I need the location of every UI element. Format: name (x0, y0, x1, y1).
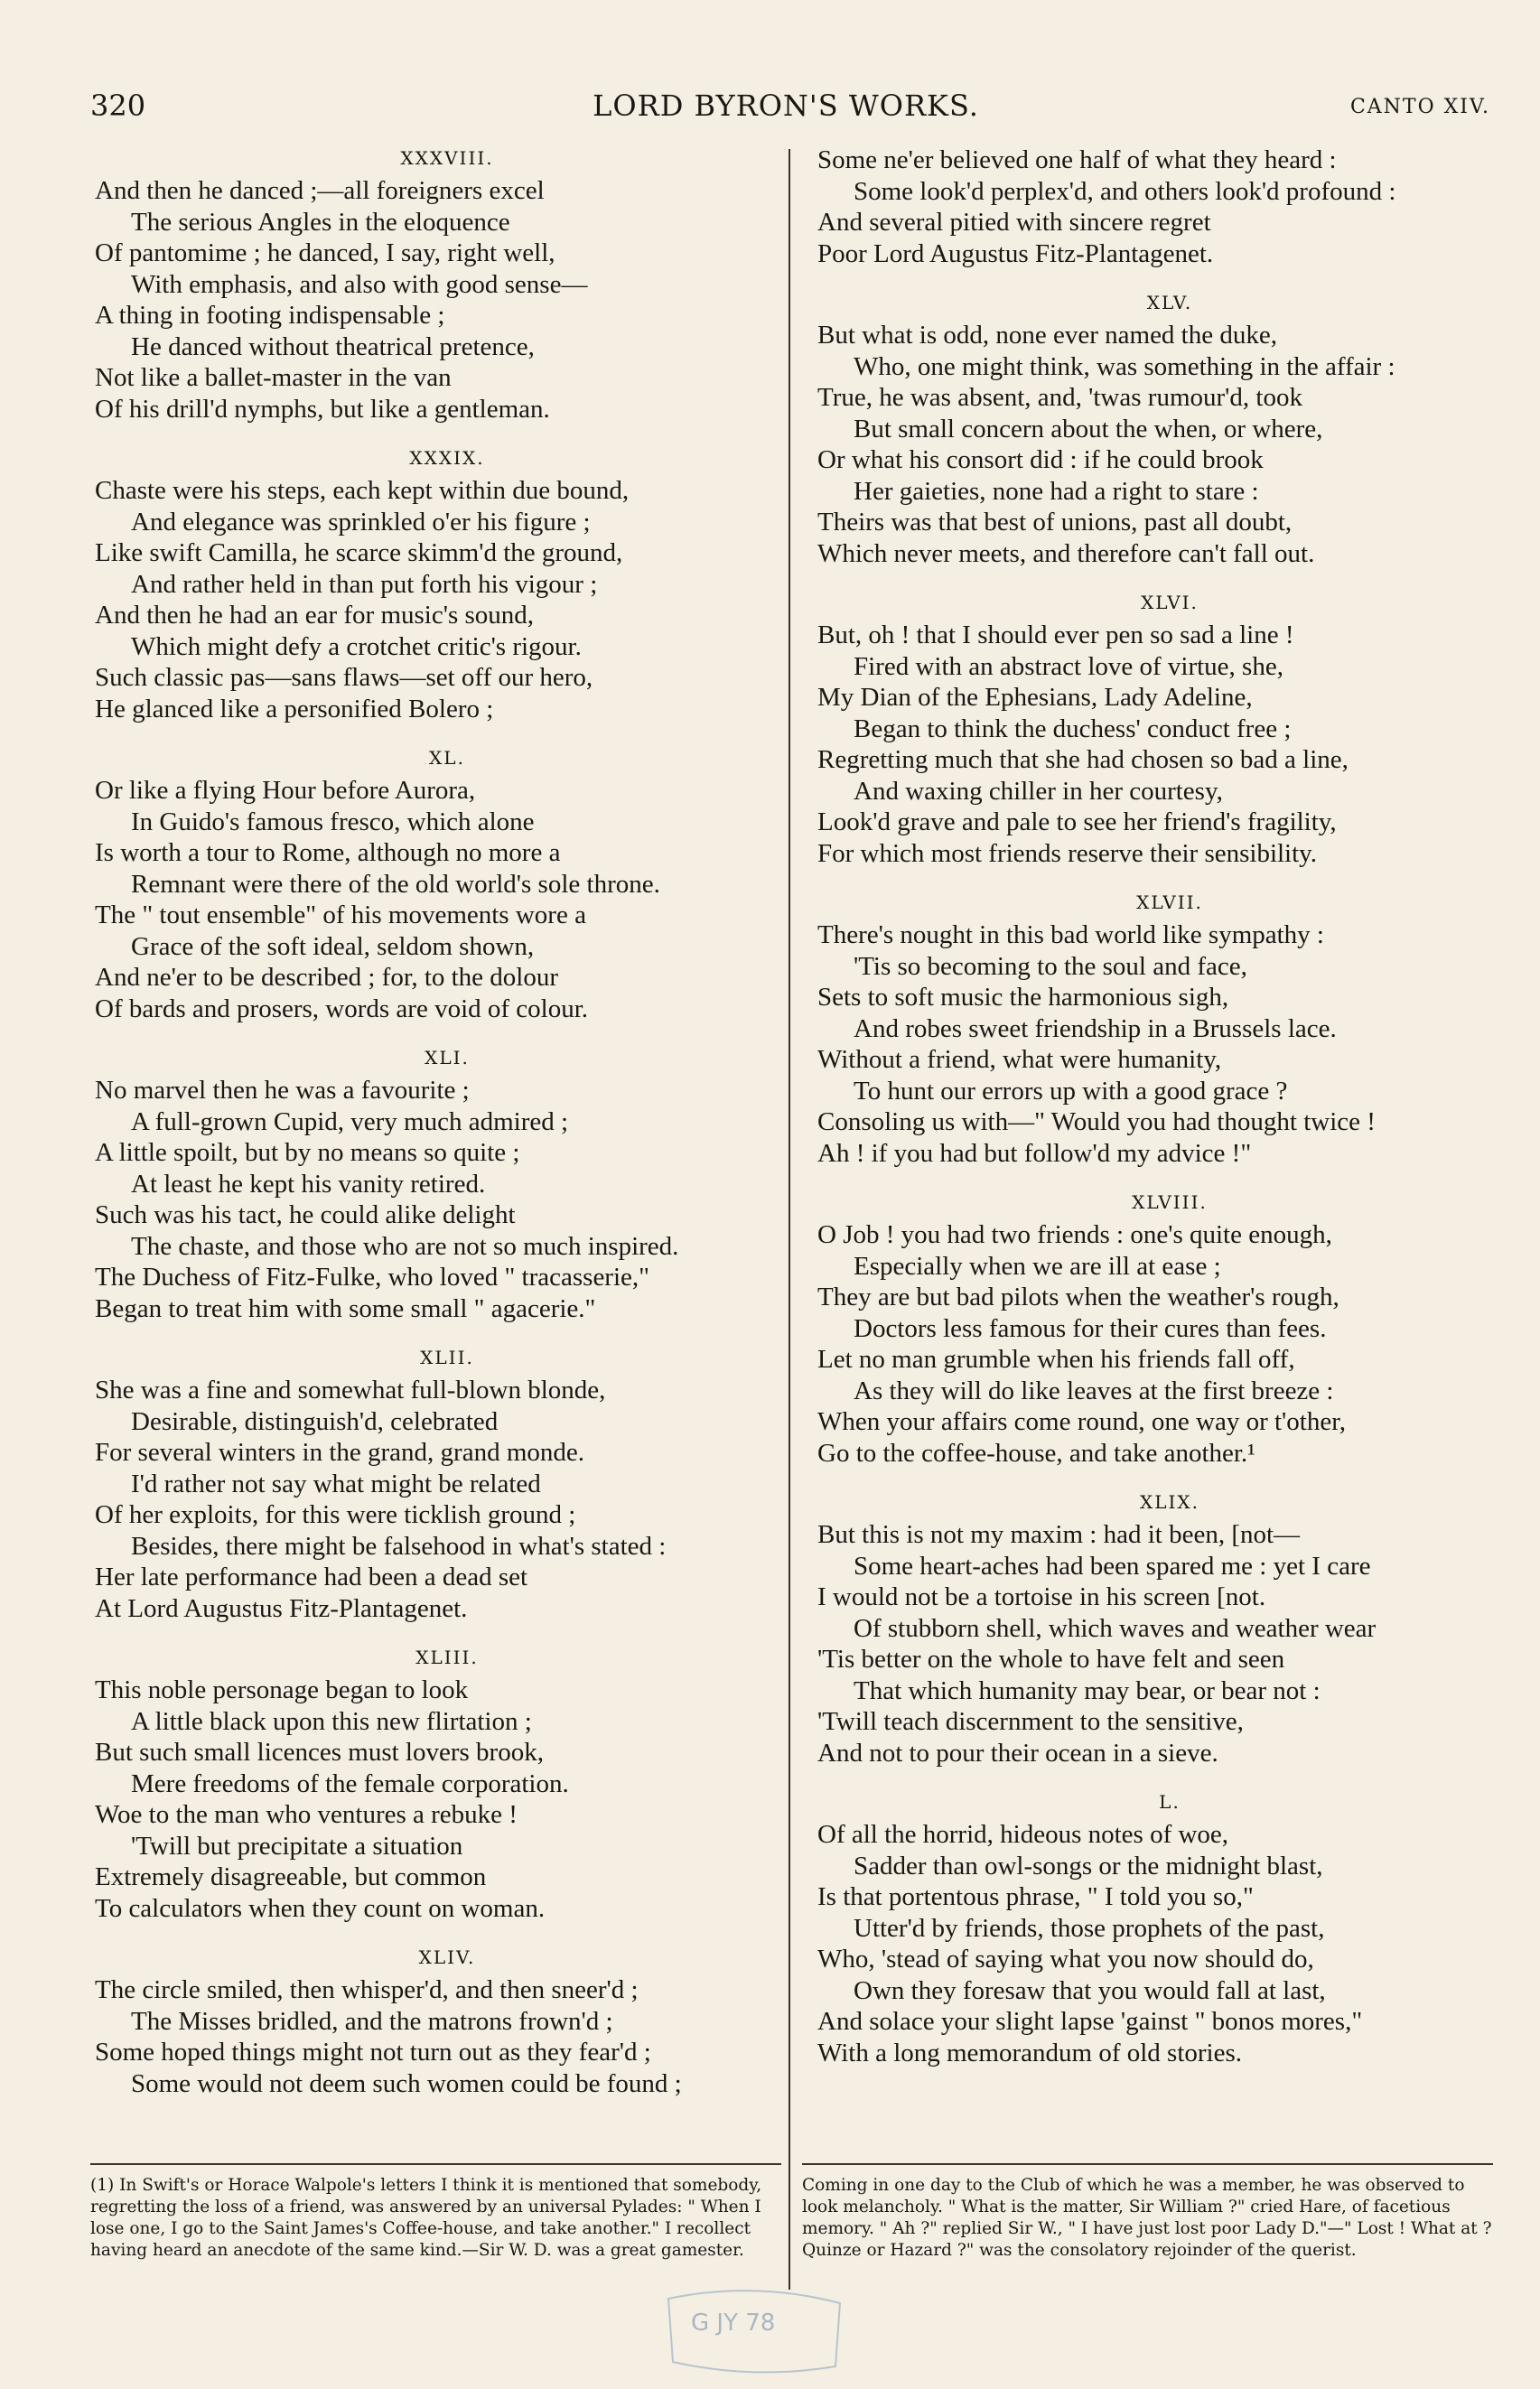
verse-line: Sadder than owl-songs or the midnight blast, (854, 1851, 1323, 1880)
stanza-gap (95, 1324, 799, 1344)
library-stamp (650, 2281, 858, 2380)
verse-line: And not to pour their ocean in a sieve. (817, 1738, 1218, 1768)
verse-line: 'Tis better on the whole to have felt and seen (817, 1645, 1285, 1674)
verse-line: Like swift Camilla, he scarce skimm'd the ground, (95, 538, 623, 567)
verse-line: She was a fine and somewhat full-blown blonde, (95, 1376, 606, 1404)
stanza-number: XLI. (425, 1047, 470, 1069)
verse-line: Desirable, distinguish'd, celebrated (131, 1406, 499, 1436)
verse-line: At least he kept his vanity retired. (131, 1169, 486, 1199)
stanza-number: XLIV. (418, 1946, 476, 1968)
verse-line: But this is not my maxim : had it been, [not— (817, 1520, 1301, 1549)
stanza-number: XLV. (1146, 292, 1193, 313)
verse-line: I would not be a tortoise in his screen [not. (817, 1582, 1266, 1611)
verse-line: Not like a ballet-master in the van (95, 363, 452, 392)
stanza-gap (817, 269, 1522, 289)
verse-line: And rather held in than put forth his vigour ; (131, 569, 598, 599)
verse-line: Let no man grumble when his friends fall off, (817, 1345, 1295, 1374)
verse-line: 'Tis so becoming to the soul and face, (854, 951, 1247, 981)
verse-line: O Job ! you had two friends : one's quite enough, (817, 1220, 1332, 1249)
verse-line: Poor Lord Augustus Fitz-Plantagenet. (817, 238, 1214, 268)
verse-line: Utter'd by friends, those prophets of the past, (854, 1913, 1325, 1943)
verse-line: Which might defy a crotchet critic's rigour. (131, 631, 582, 661)
verse-line: Some heart-aches had been spared me : yet I care (854, 1551, 1371, 1581)
stanza-number: XLVII. (1136, 891, 1203, 913)
verse-line: The Duchess of Fitz-Fulke, who loved " tracasserie," (95, 1263, 649, 1292)
stanza-number: XLVIII. (1132, 1191, 1208, 1213)
stanza (817, 289, 1522, 569)
verse-line: Of all the horrid, hideous notes of woe, (817, 1820, 1229, 1849)
verse-line: Grace of the soft ideal, seldom shown, (131, 931, 535, 961)
verse-line: This noble personage began to look (95, 1675, 469, 1704)
verse-line: Her gaieties, none had a right to stare : (854, 476, 1259, 506)
verse-line: A thing in footing indispensable ; (95, 301, 445, 330)
verse-line: And elegance was sprinkled o'er his figure ; (131, 507, 591, 537)
verse-line: For several winters in the grand, grand monde. (95, 1438, 584, 1467)
verse-line: Go to the coffee-house, and take another.¹ (817, 1438, 1255, 1468)
running-title: LORD BYRON'S WORKS. (593, 89, 979, 123)
verse-line: Especially when we are ill at ease ; (854, 1251, 1221, 1281)
verse-line: Her late performance had been a dead set (95, 1563, 528, 1591)
verse-line: And several pitied with sincere regret (817, 208, 1211, 237)
verse-line: Is worth a tour to Rome, although no more a (95, 838, 561, 867)
stanza (817, 1189, 1522, 1469)
verse-line: Mere freedoms of the female corporation. (131, 1768, 569, 1798)
verse-line: Of pantomime ; he danced, I say, right well, (95, 238, 555, 267)
verse-line: Woe to the man who ventures a rebuke ! (95, 1800, 518, 1829)
stanza (817, 145, 1522, 269)
footnote-rule-right (802, 2163, 1493, 2165)
page-number: 320 (90, 89, 146, 123)
verse-line: That which humanity may bear, or bear not : (854, 1675, 1321, 1705)
verse-line: No marvel then he was a favourite ; (95, 1076, 470, 1105)
verse-line: The serious Angles in the eloquence (131, 207, 510, 237)
verse-line: And solace your slight lapse 'gainst " bonos mores," (817, 2007, 1363, 2036)
stanza-gap (95, 425, 799, 444)
verse-line: Own they foresaw that you would fall at last, (854, 1975, 1326, 2005)
verse-line: Consoling us with—" Would you had thought twice ! (817, 1107, 1376, 1136)
verse-line: He danced without theatrical pretence, (131, 331, 535, 361)
verse-line: And robes sweet friendship in a Brussels lace. (854, 1013, 1337, 1043)
right-column (817, 145, 1522, 2068)
verse-line: 'Twill teach discernment to the sensitive, (817, 1707, 1244, 1736)
stanza-gap (817, 1169, 1522, 1189)
verse-line: I'd rather not say what might be related (131, 1469, 541, 1498)
stanza-number: XL. (429, 747, 465, 769)
canto-label: CANTO XIV. (1349, 96, 1490, 118)
stanza (95, 1944, 799, 2099)
stanza-gap (817, 869, 1522, 889)
verse-line: Chaste were his steps, each kept within due bound, (95, 476, 630, 505)
verse-line: But such small licences must lovers brook, (95, 1738, 544, 1767)
verse-line: As they will do like leaves at the first breeze : (854, 1376, 1334, 1405)
verse-line: 'Twill but precipitate a situation (131, 1831, 463, 1861)
stanza (95, 1044, 799, 1324)
stanza (95, 1644, 799, 1924)
verse-line: Sets to soft music the harmonious sigh, (817, 983, 1229, 1012)
verse-line: Without a friend, what were humanity, (817, 1045, 1222, 1074)
verse-line: Some would not deem such women could be found ; (131, 2068, 682, 2098)
footnote-right: Coming in one day to the Club of which he was a member, he was observed to look melancholy. " What is the matter, Sir William ?" cried Hare, of facetious memory. " Ah ?" replied Sir W., " I have just lost poor Lady D."—" Lost ! What at ? Quinze or Hazard ?" was the consolatory rejoinder of the querist. (802, 2176, 1492, 2260)
verse-line: For which most friends reserve their sensibility. (817, 838, 1318, 868)
verse-line: A little black upon this new flirtation ; (131, 1706, 532, 1736)
verse-line: And ne'er to be described ; for, to the dolour (95, 963, 559, 992)
verse-line: Or what his consort did : if he could brook (817, 445, 1264, 474)
stanza-number: XLII. (420, 1347, 474, 1368)
footnote-rule-left (90, 2163, 781, 2165)
verse-line: To hunt our errors up with a good grace ? (854, 1076, 1288, 1106)
verse-line: Some ne'er believed one half of what they heard : (817, 145, 1337, 174)
verse-line: Who, 'stead of saying what you now should do, (817, 1945, 1314, 1974)
stanza (817, 1488, 1522, 1768)
verse-line: But, oh ! that I should ever pen so sad a line ! (817, 621, 1294, 649)
verse-line: When your affairs come round, one way or t'other, (817, 1407, 1346, 1436)
verse-line: Began to think the duchess' conduct free ; (854, 714, 1292, 743)
verse-line: Doctors less famous for their cures than fees. (854, 1313, 1327, 1343)
stanza-gap (95, 1024, 799, 1044)
verse-line: Besides, there might be falsehood in what's stated : (131, 1531, 667, 1561)
verse-line: Some hoped things might not turn out as they fear'd ; (95, 2038, 651, 2067)
verse-line: Look'd grave and pale to see her friend's fragility, (817, 807, 1337, 836)
stanza-gap (817, 1768, 1522, 1788)
stanza-gap (817, 1469, 1522, 1488)
verse-line: At Lord Augustus Fitz-Plantagenet. (95, 1593, 468, 1623)
stanza-gap (95, 1624, 799, 1644)
verse-line: Ah ! if you had but follow'd my advice !" (817, 1138, 1252, 1168)
stanza (817, 1788, 1522, 2068)
stanza (95, 145, 799, 425)
verse-line: Such was his tact, he could alike delight (95, 1200, 516, 1229)
stanza (95, 1344, 799, 1624)
stamp-text: G JY 78 (691, 2310, 776, 2337)
stanza-number: L. (1159, 1791, 1181, 1813)
verse-line: Fired with an abstract love of virtue, she, (854, 651, 1283, 681)
verse-line: But small concern about the when, or where, (854, 414, 1323, 443)
stanza-gap (95, 1924, 799, 1944)
column-divider (789, 149, 790, 2290)
verse-line: But what is odd, none ever named the duke, (817, 321, 1277, 350)
stanza-number: XLVI. (1141, 592, 1199, 613)
verse-line: The Misses bridled, and the matrons frown'd ; (131, 2006, 613, 2036)
verse-line: Regretting much that she had chosen so bad a line, (817, 745, 1349, 774)
verse-line: Of bards and prosers, words are void of colour. (95, 994, 589, 1023)
verse-line: Which never meets, and therefore can't fall out. (817, 538, 1315, 568)
verse-line: Of his drill'd nymphs, but like a gentleman. (95, 394, 550, 424)
verse-line: The " tout ensemble" of his movements wore a (95, 901, 586, 929)
stanza (95, 444, 799, 724)
verse-line: And then he danced ;—all foreigners excel (95, 176, 545, 205)
verse-line: With a long memorandum of old stories. (817, 2038, 1243, 2067)
verse-line: Extremely disagreeable, but common (95, 1862, 487, 1891)
verse-line: True, he was absent, and, 'twas rumour'd, took (817, 383, 1302, 412)
verse-line: The circle smiled, then whisper'd, and then sneer'd ; (95, 1975, 639, 2004)
verse-line: Or like a flying Hour before Aurora, (95, 776, 476, 805)
stanza (95, 744, 799, 1024)
stanza-number: XXXVIII. (400, 147, 494, 169)
verse-line: He glanced like a personified Bolero ; (95, 694, 494, 723)
footnote-left: (1) In Swift's or Horace Walpole's letters I think it is mentioned that somebody, regretting the loss of a friend, was answered by an universal Pylades: " When I lose one, I go to the Saint James's Coffee-house, and take another." I recollect having heard an anecdote of the same kind.—Sir W. D. was a great gamester. (90, 2176, 762, 2260)
verse-line: And waxing chiller in her courtesy, (854, 776, 1223, 806)
verse-line: The chaste, and those who are not so much inspired. (131, 1231, 679, 1261)
stanza-number: XLIX. (1139, 1491, 1199, 1513)
stanza (817, 589, 1522, 869)
verse-line: Theirs was that best of unions, past all doubt, (817, 508, 1293, 537)
verse-line: Of her exploits, for this were ticklish ground ; (95, 1500, 576, 1529)
stanza (817, 889, 1522, 1169)
verse-line: To calculators when they count on woman. (95, 1893, 546, 1923)
verse-line: A full-grown Cupid, very much admired ; (131, 1106, 569, 1136)
verse-line: Began to treat him with some small " agacerie." (95, 1293, 596, 1323)
verse-line: In Guido's famous fresco, which alone (131, 807, 535, 836)
verse-line: Such classic pas—sans flaws—set off our hero, (95, 663, 593, 692)
verse-line: Is that portentous phrase, " I told you so," (817, 1882, 1254, 1911)
verse-line: There's nought in this bad world like sympathy : (817, 920, 1324, 949)
verse-line: And then he had an ear for music's sound, (95, 601, 535, 630)
verse-line: Of stubborn shell, which waves and weather wear (854, 1613, 1377, 1643)
verse-line: With emphasis, and also with good sense— (131, 269, 588, 299)
verse-line: Remnant were there of the old world's sole throne. (131, 869, 660, 899)
page-header (81, 89, 1490, 134)
stanza-number: XXXIX. (409, 447, 485, 469)
verse-line: They are but bad pilots when the weather's rough, (817, 1283, 1339, 1311)
verse-line: Some look'd perplex'd, and others look'd profound : (854, 176, 1396, 206)
stanza-number: XLIII. (415, 1647, 479, 1668)
verse-line: Who, one might think, was something in the affair : (854, 351, 1395, 381)
left-column (95, 145, 799, 2099)
stanza-gap (95, 724, 799, 744)
stanza-gap (817, 569, 1522, 589)
verse-line: My Dian of the Ephesians, Lady Adeline, (817, 683, 1253, 712)
verse-line: A little spoilt, but by no means so quite ; (95, 1138, 520, 1167)
